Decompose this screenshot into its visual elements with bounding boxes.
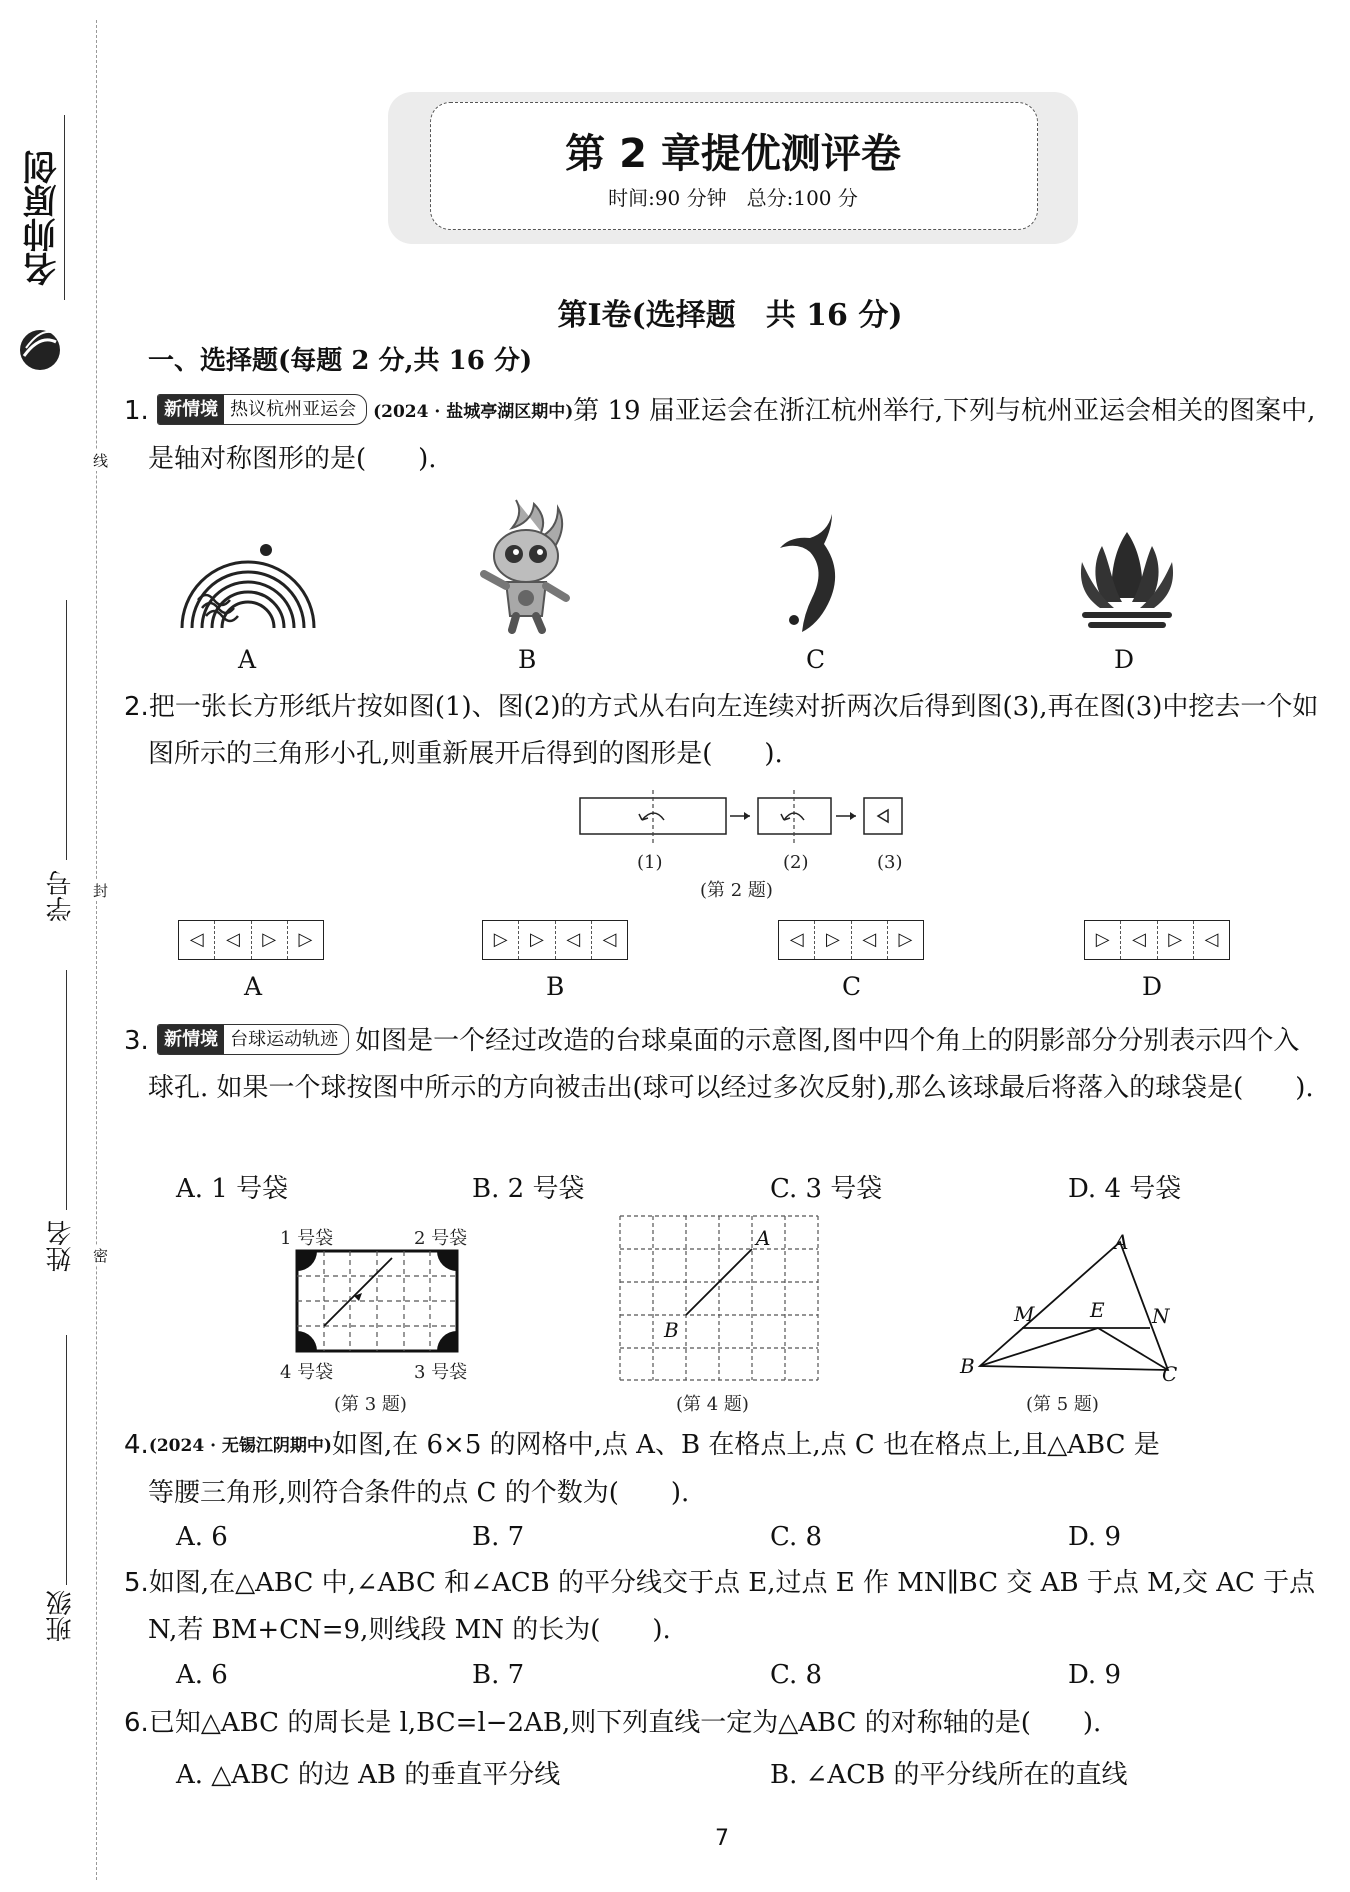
field-class-line	[66, 1335, 67, 1585]
fig3-caption: (第 3 题)	[334, 1394, 407, 1415]
q2-fig-label-1: (1)	[637, 852, 663, 873]
fig5-triangle	[960, 1234, 1180, 1378]
question-text: 如图是一个经过改造的台球桌面的示意图,图中四个角上的阴影部分分别表示四个入球孔. 如果一个球按图中所示的方向被击出(球可以经过多次反射),那么该球最后将落入的球袋是( ).	[148, 1026, 1314, 1103]
fig4-grid	[618, 1214, 822, 1388]
q1-option-c: C	[806, 645, 826, 674]
fig5-label-b: B	[960, 1354, 975, 1378]
q3-option-b: B. 2 号袋	[472, 1174, 585, 1204]
question-number: 6.	[124, 1708, 149, 1738]
q2-folding-figure	[578, 790, 918, 854]
context-tag: 新情境 热议杭州亚运会	[157, 394, 367, 425]
q6-option-b: B. ∠ACB 的平分线所在的直线	[770, 1760, 1128, 1790]
question-number: 5.	[124, 1568, 149, 1598]
question-number: 4.	[124, 1430, 149, 1460]
q5-option-a: A. 6	[176, 1660, 228, 1690]
q4-option-a: A. 6	[176, 1522, 228, 1552]
question-4	[124, 1422, 1320, 1517]
fig4-label-a: A	[756, 1226, 771, 1250]
fig5-label-a: A	[1114, 1230, 1129, 1254]
fig4-caption: (第 4 题)	[676, 1394, 749, 1415]
q2-option-a-strip: ◁ ◁ ▷ ▷	[178, 920, 324, 960]
q2-option-b: B	[546, 972, 565, 1001]
question-number: 2.	[124, 692, 149, 722]
binding-mark-line: 线	[93, 452, 109, 470]
volume-title: 第Ⅰ卷(选择题 共 16 分)	[557, 298, 903, 333]
question-text: 第 19 届亚运会在浙江杭州举行,下列与杭州亚运会相关的图案中,是轴对称图形的是( ).	[148, 396, 1316, 474]
fig5-caption: (第 5 题)	[1026, 1394, 1099, 1415]
q4-option-b: B. 7	[472, 1522, 525, 1552]
fig3-pocket-4: 4 号袋	[280, 1362, 334, 1383]
q3-option-a: A. 1 号袋	[176, 1174, 289, 1204]
field-student-id-label: 学号	[46, 870, 76, 922]
fig3-pocket-1: 1 号袋	[280, 1228, 334, 1249]
question-1	[124, 388, 1320, 483]
q2-option-c-strip: ◁ ▷ ◁ ▷	[778, 920, 924, 960]
q1-figure-c	[770, 510, 870, 644]
question-number: 1.	[124, 396, 149, 426]
question-2	[124, 684, 1320, 778]
field-name-line	[66, 970, 67, 1210]
fig4-label-b: B	[664, 1318, 679, 1342]
brand-text: 名帅原创	[23, 150, 63, 286]
q1-figure-a	[178, 538, 318, 642]
q5-option-d: D. 9	[1068, 1660, 1121, 1690]
question-source: (2024 · 无锡江阴期中)	[148, 1436, 332, 1456]
q2-option-d: D	[1142, 972, 1163, 1001]
question-6	[124, 1700, 1320, 1747]
question-text-continued: 等腰三角形,则符合条件的点 C 的个数为( ).	[148, 1478, 690, 1508]
fig5-label-n: N	[1152, 1304, 1170, 1328]
part-title: 一、选择题(每题 2 分,共 16 分)	[148, 346, 533, 376]
fig5-label-m: M	[1014, 1302, 1035, 1326]
question-number: 3.	[124, 1026, 149, 1056]
q1-option-a: A	[238, 645, 257, 674]
page-title: 第 2 章提优测评卷	[565, 131, 901, 177]
page-number: 7	[715, 1826, 729, 1851]
q6-option-a: A. △ABC 的边 AB 的垂直平分线	[176, 1760, 561, 1790]
binding-mark-secret: 密	[93, 1247, 109, 1265]
fig5-label-c: C	[1162, 1362, 1178, 1386]
q2-caption: (第 2 题)	[700, 880, 773, 901]
q4-option-d: D. 9	[1068, 1522, 1121, 1552]
field-class-label: 班级	[46, 1590, 76, 1642]
question-3	[124, 1018, 1320, 1112]
q1-figure-b	[476, 494, 576, 638]
fig3-pocket-2: 2 号袋	[414, 1228, 468, 1249]
q3-option-d: D. 4 号袋	[1068, 1174, 1182, 1204]
question-source: (2024 · 盐城亭湖区期中)	[373, 402, 574, 422]
q1-figure-d	[1072, 528, 1182, 642]
q1-option-b: B	[518, 645, 537, 674]
fig3-billiard-table	[294, 1248, 460, 1358]
context-tag: 新情境 台球运动轨迹	[157, 1024, 349, 1055]
q2-fig-label-3: (3)	[877, 852, 903, 873]
header-box	[388, 92, 1078, 244]
brand-logo	[16, 120, 64, 380]
q2-option-a: A	[244, 972, 263, 1001]
field-name-label: 姓名	[46, 1220, 76, 1272]
fig5-label-e: E	[1090, 1298, 1105, 1322]
question-text: 把一张长方形纸片按如图(1)、图(2)的方式从右向左连续对折两次后得到图(3),再在图(3)中挖去一个如图所示的三角形小孔,则重新展开后得到的图形是( ).	[148, 692, 1319, 769]
q5-option-c: C. 8	[770, 1660, 823, 1690]
q2-option-c: C	[842, 972, 862, 1001]
question-text: 如图,在△ABC 中,∠ABC 和∠ACB 的平分线交于点 E,过点 E 作 MN∥BC 交 AB 于点 M,交 AC 于点 N,若 BM+CN=9,则线段 MN 的长为( ).	[148, 1568, 1316, 1645]
fig3-pocket-3: 3 号袋	[414, 1362, 468, 1383]
binding-mark-seal: 封	[93, 882, 109, 900]
q5-option-b: B. 7	[472, 1660, 525, 1690]
exam-info: 时间:90 分钟 总分:100 分	[608, 186, 858, 210]
question-text: 如图,在 6×5 的网格中,点 A、B 在格点上,点 C 也在格点上,且△ABC 是	[331, 1430, 1160, 1460]
q2-fig-label-2: (2)	[783, 852, 809, 873]
q3-option-c: C. 3 号袋	[770, 1174, 883, 1204]
q1-option-d: D	[1114, 645, 1135, 674]
field-student-id-line	[66, 600, 67, 860]
q2-option-d-strip: ▷ ◁ ▷ ◁	[1084, 920, 1230, 960]
question-text: 已知△ABC 的周长是 l,BC=l−2AB,则下列直线一定为△ABC 的对称轴的是( ).	[148, 1708, 1102, 1738]
question-5	[124, 1560, 1320, 1654]
q2-option-b-strip: ▷ ▷ ◁ ◁	[482, 920, 628, 960]
q4-option-c: C. 8	[770, 1522, 823, 1552]
